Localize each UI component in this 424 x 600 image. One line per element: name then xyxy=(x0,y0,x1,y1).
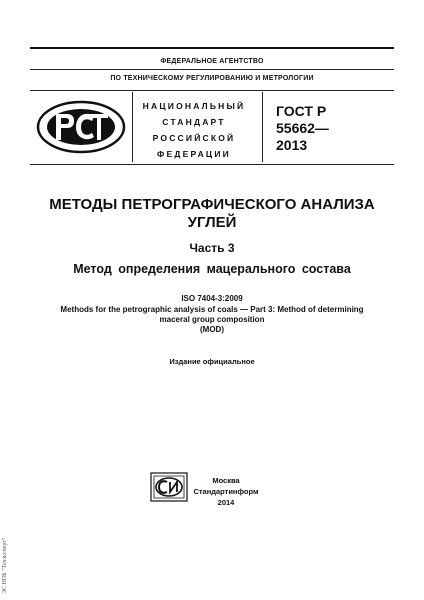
document-title-line2: УГЛЕЙ xyxy=(187,214,237,231)
header-divider xyxy=(30,90,394,91)
english-title-line2: maceral group composition xyxy=(159,315,265,324)
agency-divider xyxy=(30,69,394,70)
mod-label: (MOD) xyxy=(200,325,224,334)
gost-code-line3: 2013 xyxy=(276,137,308,153)
english-title-line1: Methods for the petrographic analysis of coals — Part 3: Method of determining xyxy=(60,305,364,314)
si-logo-icon xyxy=(150,472,188,502)
gost-code-line1: ГОСТ Р xyxy=(276,103,327,119)
top-rule xyxy=(30,47,394,49)
si-publisher-logo xyxy=(150,472,188,502)
standard-line-1: НАЦИОНАЛЬНЫЙ xyxy=(142,101,246,111)
document-title-line1: МЕТОДЫ ПЕТРОГРАФИЧЕСКОГО АНАЛИЗА xyxy=(49,196,375,213)
standard-line-2: СТАНДАРТ xyxy=(162,117,226,127)
standard-line-4: ФЕДЕРАЦИИ xyxy=(157,149,231,159)
gost-code-line2: 55662— xyxy=(276,120,329,136)
logo-divider xyxy=(132,92,133,162)
document-part: Часть 3 xyxy=(189,241,235,255)
edition-label: Издание официальное xyxy=(169,357,255,366)
publisher-year: 2014 xyxy=(217,498,235,507)
side-stamp: ЭС НПБ "Техэксперт" xyxy=(2,537,8,594)
publisher-city: Москва xyxy=(212,476,240,485)
agency-name-line2: ПО ТЕХНИЧЕСКОМУ РЕГУЛИРОВАНИЮ И МЕТРОЛОГИИ xyxy=(110,75,314,82)
publisher-name: Стандартинформ xyxy=(193,487,259,496)
standard-line-3: РОССИЙСКОЙ xyxy=(152,133,236,143)
agency-name-line1: ФЕДЕРАЛЬНОЕ АГЕНТСТВО xyxy=(160,58,264,65)
pct-logo-icon xyxy=(36,100,126,154)
code-divider xyxy=(262,92,263,162)
iso-reference: ISO 7404-3:2009 xyxy=(181,294,243,303)
document-subtitle: Метод определения мацерального состава xyxy=(73,262,351,276)
standard-block-bottom-rule xyxy=(30,164,394,165)
pct-certification-logo xyxy=(36,100,126,154)
